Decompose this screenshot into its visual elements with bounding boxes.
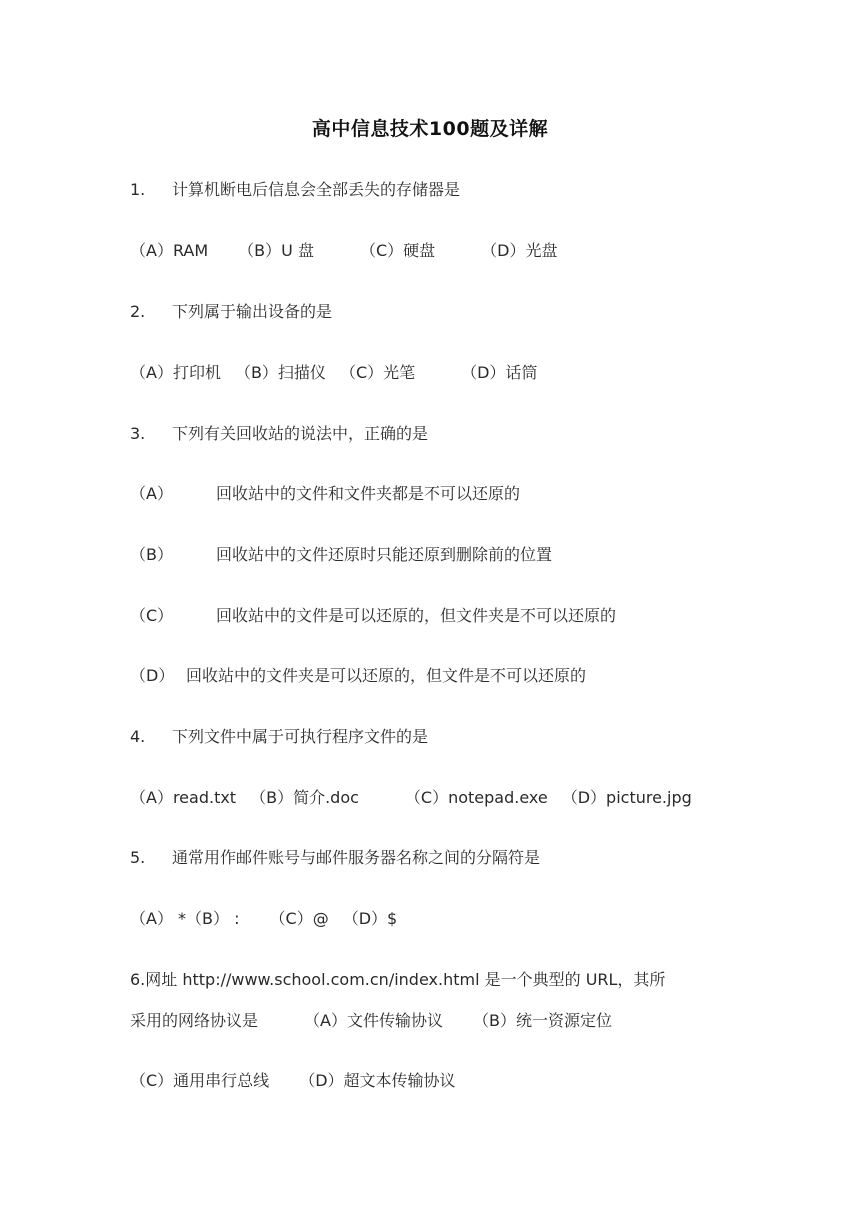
option-a: （A） * (130, 909, 187, 928)
question-text: 采用的网络协议是 (130, 1011, 259, 1030)
option-b: （B）统一资源定位 (472, 1011, 612, 1030)
question-number: 4. (130, 727, 146, 746)
option-label: （D） (130, 666, 175, 685)
option-d: （D）$ (342, 909, 398, 928)
question-text: 通常用作邮件账号与邮件服务器名称之间的分隔符是 (172, 848, 541, 867)
question-1-stem (130, 179, 740, 201)
question-3-stem (130, 423, 740, 445)
option-label: （A） (130, 484, 173, 503)
option-d: （D）光盘 (481, 241, 558, 260)
option-a: （A）打印机 (130, 363, 221, 382)
option-c: （C）光笔 (339, 363, 416, 382)
option-text: 回收站中的文件还原时只能还原到删除前的位置 (216, 545, 553, 564)
option-label: （B） (130, 545, 173, 564)
option-b: （B）简介.doc (250, 788, 359, 807)
question-3-option-b (130, 544, 740, 566)
option-label: （C） (130, 606, 174, 625)
question-number: 2. (130, 302, 146, 321)
question-6-stem-line-2 (130, 1010, 740, 1032)
option-b: （B）扫描仪 (234, 363, 326, 382)
question-1-options (130, 240, 740, 262)
option-b: （B） : (186, 909, 240, 928)
option-text: 回收站中的文件是可以还原的，但文件夹是不可以还原的 (216, 606, 617, 625)
option-d: （D）超文本传输协议 (299, 1071, 456, 1090)
question-text: 下列属于输出设备的是 (172, 302, 333, 321)
question-3-option-a (130, 483, 740, 505)
question-number: 1. (130, 180, 146, 199)
option-c: （C）@ (269, 909, 329, 928)
option-c: （C）通用串行总线 (130, 1071, 270, 1090)
option-text: 回收站中的文件夹是可以还原的，但文件是不可以还原的 (186, 666, 587, 685)
option-text: 回收站中的文件和文件夹都是不可以还原的 (216, 484, 521, 503)
option-d: （D）picture.jpg (561, 788, 692, 807)
question-4-stem (130, 726, 740, 748)
option-b: （B）U 盘 (238, 241, 314, 260)
question-3-option-d (130, 665, 740, 687)
question-6-stem-line-1 (130, 969, 740, 991)
question-2-options (130, 362, 740, 384)
question-4-options (130, 787, 740, 809)
question-text: 网址 http://www.school.com.cn/index.html 是一个典型的 URL，其所 (145, 970, 666, 989)
question-3-option-c (130, 605, 740, 627)
question-text: 计算机断电后信息会全部丢失的存储器是 (172, 180, 461, 199)
option-c: （C）硬盘 (359, 241, 436, 260)
option-a: （A）文件传输协议 (304, 1011, 443, 1030)
question-2-stem (130, 301, 740, 323)
question-5-options (130, 908, 740, 930)
question-number: 3. (130, 424, 146, 443)
question-number: 5. (130, 848, 146, 867)
document-title: 高中信息技术100题及详解 (311, 118, 549, 140)
question-text: 下列有关回收站的说法中，正确的是 (172, 424, 429, 443)
option-a: （A）RAM (130, 241, 209, 260)
option-d: （D）话筒 (461, 363, 538, 382)
option-a: （A）read.txt (130, 788, 237, 807)
question-number: 6. (130, 970, 146, 989)
question-6-options (130, 1070, 740, 1092)
option-c: （C）notepad.exe (404, 788, 548, 807)
question-text: 下列文件中属于可执行程序文件的是 (172, 727, 429, 746)
question-5-stem (130, 847, 740, 869)
